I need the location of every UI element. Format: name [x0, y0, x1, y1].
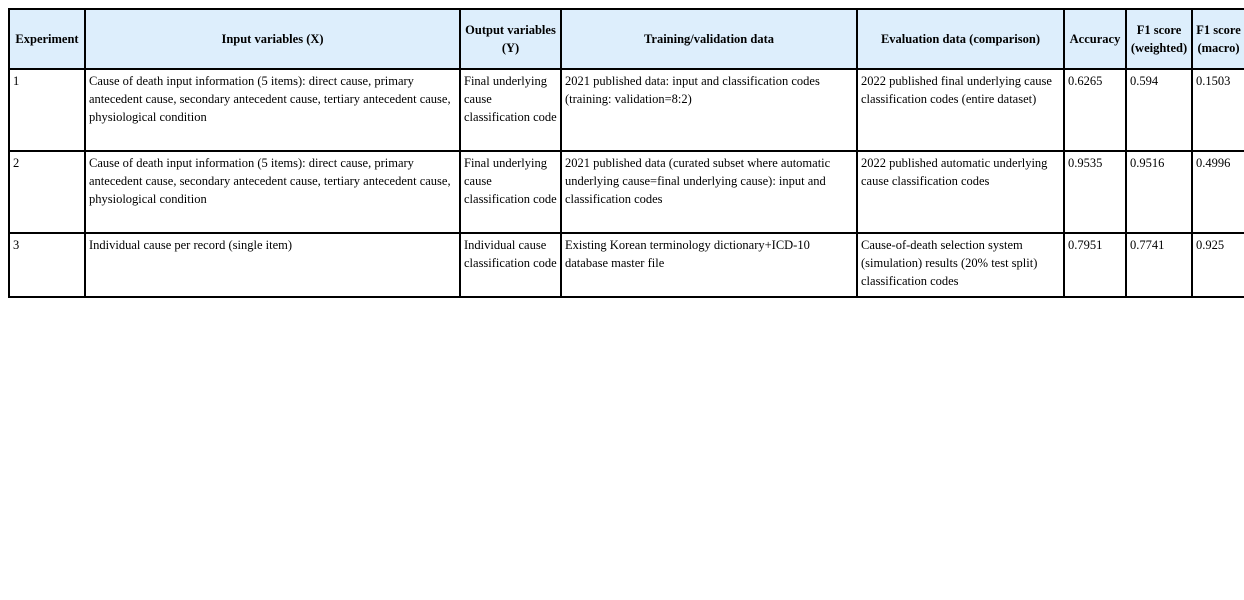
cell-f1-macro: 0.1503 [1192, 69, 1244, 151]
header-input-variables: Input variables (X) [85, 9, 460, 69]
cell-output-variables: Individual cause classification code [460, 233, 561, 297]
cell-input-variables: Cause of death input information (5 items): direct cause, primary antecedent cause, secondary antecedent cause, tertiary antecedent cause, physiological condition [85, 69, 460, 151]
header-f1-macro: F1 score (macro) [1192, 9, 1244, 69]
header-training-validation-data: Training/validation data [561, 9, 857, 69]
table-header-row [9, 9, 1244, 69]
cell-f1-weighted: 0.7741 [1126, 233, 1192, 297]
cell-input-variables: Cause of death input information (5 items): direct cause, primary antecedent cause, secondary antecedent cause, tertiary antecedent cause, physiological condition [85, 151, 460, 233]
table-row [9, 69, 1244, 151]
results-table-container [8, 8, 1244, 298]
cell-output-variables: Final underlying cause classification code [460, 151, 561, 233]
experiment-results-table [8, 8, 1244, 298]
cell-accuracy: 0.6265 [1064, 69, 1126, 151]
cell-experiment: 1 [9, 69, 85, 151]
cell-output-variables: Final underlying cause classification code [460, 69, 561, 151]
cell-f1-weighted: 0.9516 [1126, 151, 1192, 233]
cell-training-data: 2021 published data (curated subset where automatic underlying cause=final underlying cause): input and classification codes [561, 151, 857, 233]
header-accuracy: Accuracy [1064, 9, 1126, 69]
cell-evaluation-data: 2022 published final underlying cause classification codes (entire dataset) [857, 69, 1064, 151]
cell-f1-macro: 0.4996 [1192, 151, 1244, 233]
header-output-variables: Output variables (Y) [460, 9, 561, 69]
cell-accuracy: 0.7951 [1064, 233, 1126, 297]
cell-input-variables: Individual cause per record (single item) [85, 233, 460, 297]
header-evaluation-data: Evaluation data (comparison) [857, 9, 1064, 69]
table-row [9, 151, 1244, 233]
cell-experiment: 3 [9, 233, 85, 297]
cell-training-data: Existing Korean terminology dictionary+ICD-10 database master file [561, 233, 857, 297]
cell-f1-macro: 0.925 [1192, 233, 1244, 297]
cell-f1-weighted: 0.594 [1126, 69, 1192, 151]
cell-accuracy: 0.9535 [1064, 151, 1126, 233]
cell-training-data: 2021 published data: input and classification codes (training: validation=8:2) [561, 69, 857, 151]
table-row [9, 233, 1244, 297]
cell-evaluation-data: Cause-of-death selection system (simulation) results (20% test split) classification codes [857, 233, 1064, 297]
header-experiment: Experiment [9, 9, 85, 69]
header-f1-weighted: F1 score (weighted) [1126, 9, 1192, 69]
cell-experiment: 2 [9, 151, 85, 233]
cell-evaluation-data: 2022 published automatic underlying cause classification codes [857, 151, 1064, 233]
